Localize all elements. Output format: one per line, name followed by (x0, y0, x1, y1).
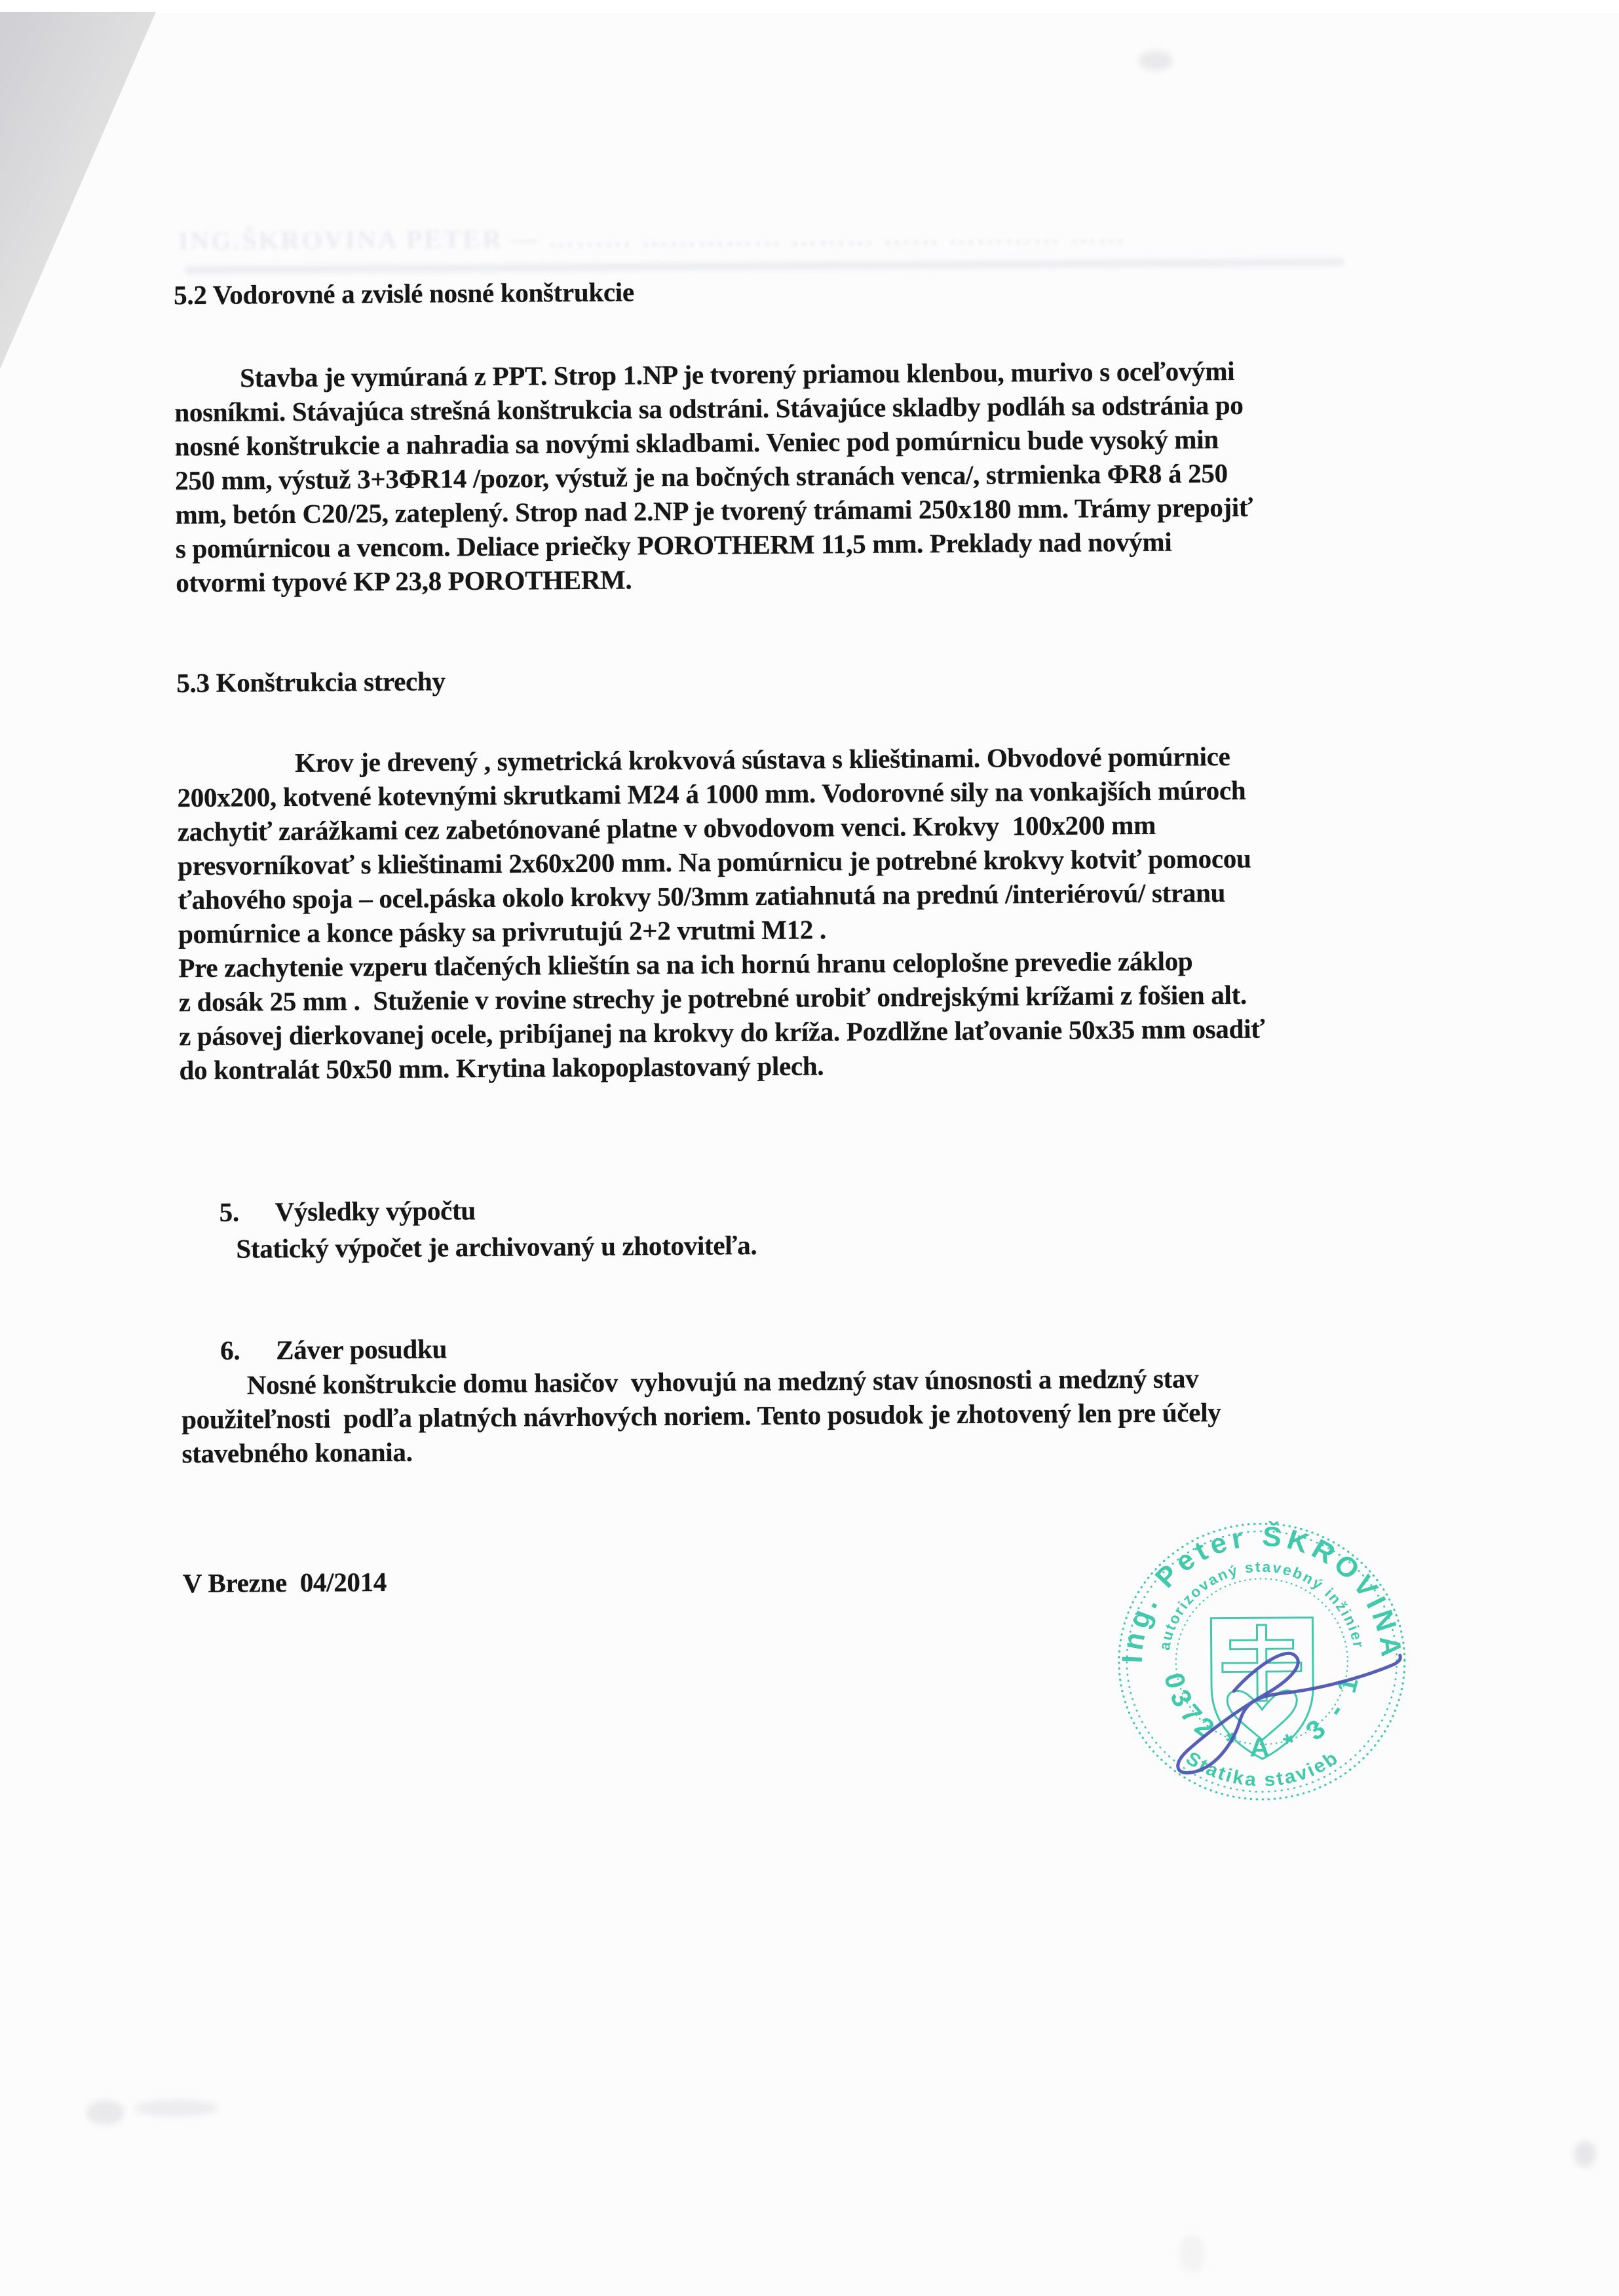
section-5-3-heading: 5.3 Konštrukcia strechy (176, 666, 446, 698)
scan-smudge-top (1139, 51, 1173, 71)
date-line: V Brezne 04/2014 (182, 1567, 387, 1599)
handwritten-signature (1057, 1498, 1517, 1829)
bleed-through-smear (185, 258, 1344, 274)
section-5-2-body: Stavba je vymúraná z PPT. Strop 1.NP je tvorený priamou klenbou, murivo s oceľovými nosníkmi. Stávajúca strešná konštrukcia sa odstráni. Stávajúce skladby podláh sa odstránia po nosné konštrukcie a nahradia sa novými skladbami. Veniec pod pomúrnicu bude vysoký min 250 mm, výstuž 3+3ΦR14 /pozor, výstuž je na bočných stranách venca/, strmienka ΦR8 á 250 mm, betón C20/25, zateplený. Strop nad 2.NP je tvorený trámami 250x180 mm. Trámy prepojiť s pomúrnicou a vencom. Deliace priečky POROTHERM 11,5 mm. Preklady nad novými otvormi typové KP 23,8 POROTHERM. (174, 355, 1253, 598)
bleed-through-ghost-line: ING.ŠKROVINA PETER — ……… …………… ……… …… ………… …… (178, 220, 1127, 256)
section-5-number: 5. (219, 1196, 240, 1227)
section-5-title: Výsledky výpočtu (275, 1195, 476, 1227)
stamp-specialty-arc: Statika stavieb (1181, 1746, 1343, 1791)
stamp-number-arc: 0372 * A * 3 - 1 (1158, 1668, 1366, 1763)
section-6-body: Nosné konštrukcie domu hasičov vyhovujú na medzný stav únosnosti a medzný stav použiteľnosti podľa platných návrhových noriem. Tento posudok je zhotovený len pre účely stavebného konania. (181, 1363, 1221, 1469)
scan-smudge-bottom-left-1 (86, 2100, 124, 2125)
section-6-number: 6. (219, 1335, 240, 1366)
section-5-3-body: Krov je drevený , symetrická krokvová sústava s klieštinami. Obvodové pomúrnice 200x200, kotvené kotevnými skrutkami M24 á 1000 mm. Vodorovné sily na vonkajších múroch zachytiť zarážkami cez zabetónované platne v obvodovom venci. Krokvy 100x200 mm presvorníkovať s klieštinami 2x60x200 mm. Na pomúrnicu je potrebné krokvy kotviť pomocou ťahového spoja – ocel.páska okolo krokvy 50/3mm zatiahnutá na prednú /interiérovú/ stranu pomúrnice a konce pásky sa privrutujú 2+2 vrutmi M12 . Pre zachytenie vzperu tlačených klieštín sa na ich hornú hranu celoplošne prevedie záklop z dosák 25 mm . Stuženie v rovine strechy je potrebné urobiť ondrejskými krížami z fošien alt. z pásovej dierkovanej ocele, pribíjanej na krokvy do kríža. Pozdlžne laťovanie 50x35 mm osadiť do kontralát 50x50 mm. Krytina lakopoplastovaný plech. (177, 741, 1265, 1086)
section-6-title: Záver posudku (275, 1333, 448, 1366)
signature-stroke (1177, 1653, 1401, 1773)
scan-smudge-bottom-left-2 (134, 2099, 218, 2117)
stamp-title-arc: autorizovaný stavebný inžinier (1156, 1558, 1367, 1652)
scan-smudge-bottom-right (1574, 2141, 1596, 2167)
section-5-2-heading: 5.2 Vodorovné a zvislé nosné konštrukcie (174, 277, 634, 311)
scan-smudge-bottom-center (1179, 2234, 1205, 2273)
stamp-name-arc: Ing. Peter ŠKROVINA (1116, 1521, 1408, 1664)
section-5-body: Statický výpočet je archivovaný u zhotoviteľa. (236, 1230, 757, 1264)
